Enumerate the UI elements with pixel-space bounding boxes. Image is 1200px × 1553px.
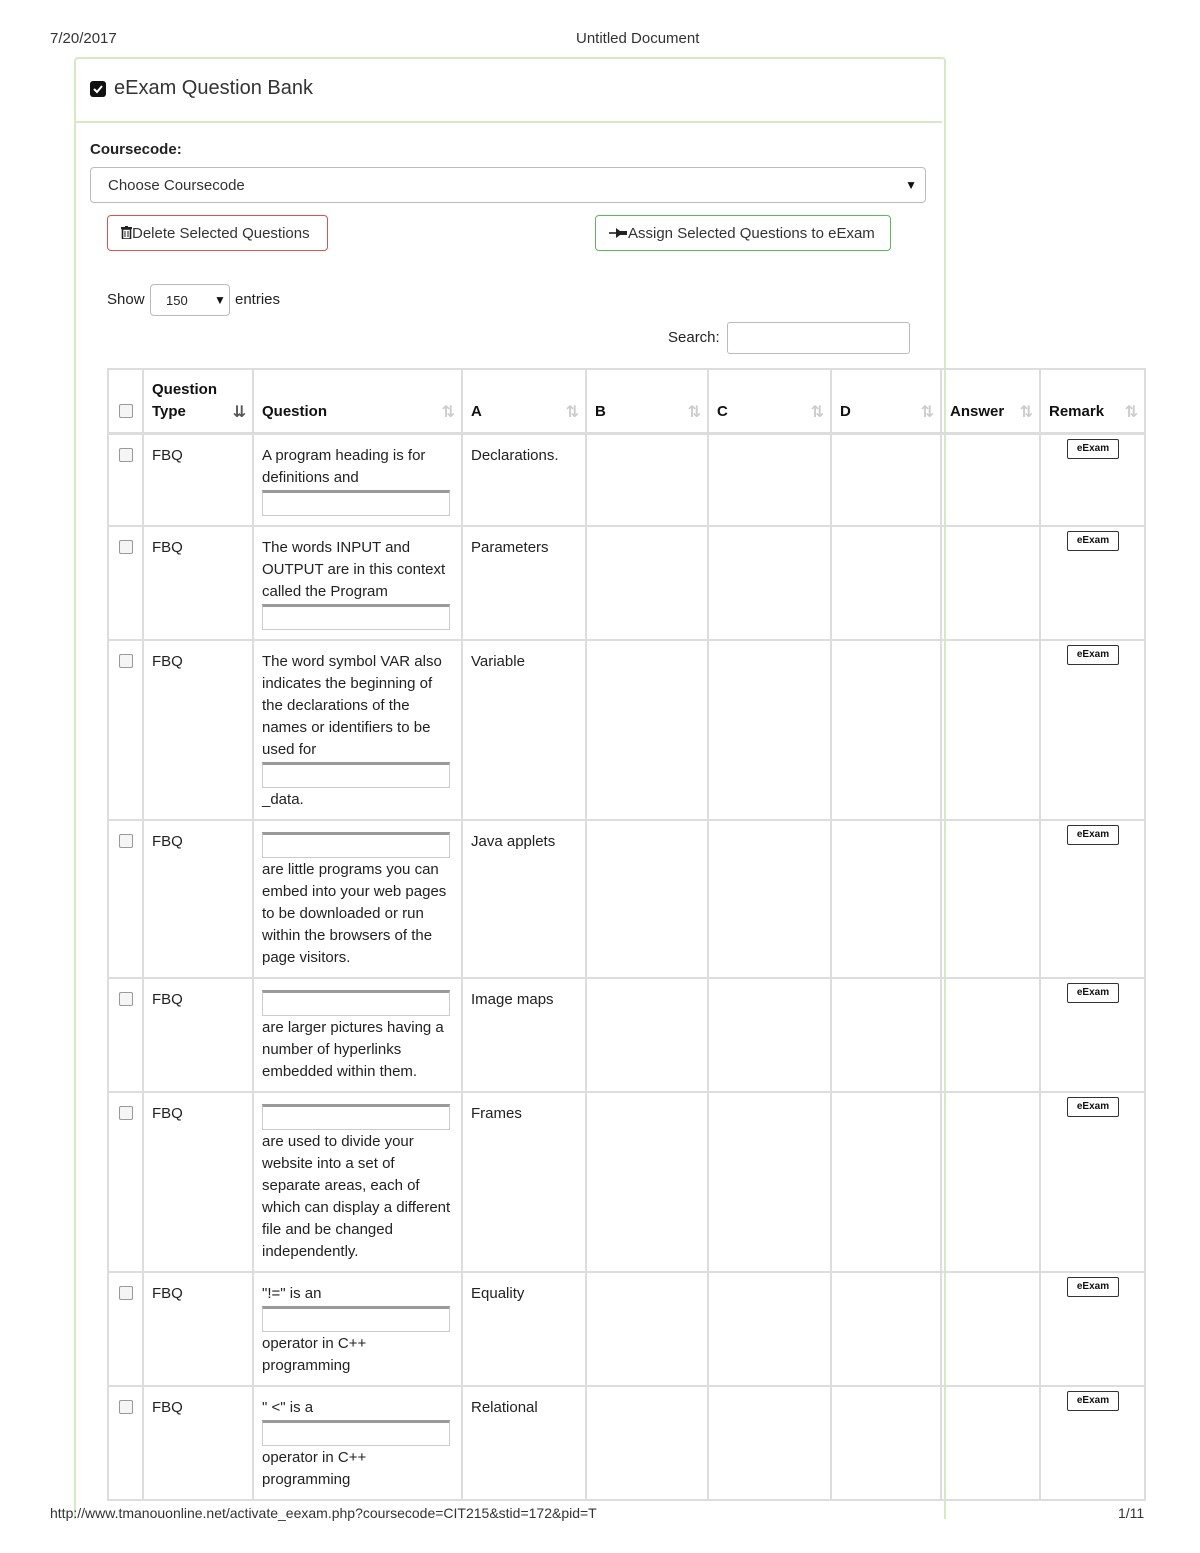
delete-selected-label: Delete Selected Questions bbox=[132, 225, 310, 242]
option-b bbox=[587, 1093, 707, 1111]
question-text-post: operator in C++ programming bbox=[262, 1334, 367, 1374]
eexam-button[interactable]: eExam bbox=[1067, 645, 1119, 665]
answer-value bbox=[942, 1273, 1039, 1291]
row-checkbox[interactable] bbox=[119, 1286, 133, 1300]
option-d bbox=[832, 979, 940, 997]
answer-value bbox=[942, 1387, 1039, 1405]
question-text-pre: " <" is a bbox=[262, 1398, 314, 1416]
question-type: FBQ bbox=[152, 1104, 183, 1122]
th-a-label: A bbox=[471, 402, 482, 420]
sort-icon: ⇅ bbox=[810, 403, 822, 421]
question-text-pre: The words INPUT and OUTPUT are in this context called the Program bbox=[262, 538, 446, 600]
show-label: Show bbox=[107, 291, 145, 308]
answer-blank bbox=[262, 1104, 450, 1130]
question-type: FBQ bbox=[152, 990, 183, 1008]
row-checkbox[interactable] bbox=[119, 448, 133, 462]
answer-blank bbox=[262, 990, 450, 1016]
row-checkbox[interactable] bbox=[119, 992, 133, 1006]
option-b bbox=[587, 435, 707, 453]
eexam-button[interactable]: eExam bbox=[1067, 439, 1119, 459]
option-a: Parameters bbox=[471, 538, 549, 556]
question-type: FBQ bbox=[152, 446, 183, 464]
answer-value bbox=[942, 641, 1039, 659]
th-d[interactable] bbox=[831, 369, 941, 433]
sort-icon: ⇅ bbox=[1019, 403, 1031, 421]
eexam-button[interactable]: eExam bbox=[1067, 1277, 1119, 1297]
question-type: FBQ bbox=[152, 538, 183, 556]
print-footer-url: http://www.tmanouonline.net/activate_eexam.php?coursecode=CIT215&stid=172&pid=T bbox=[50, 1505, 597, 1521]
th-c[interactable] bbox=[708, 369, 831, 433]
option-a: Declarations. bbox=[471, 446, 559, 464]
table-row bbox=[108, 1092, 1145, 1272]
th-remark[interactable] bbox=[1040, 369, 1145, 433]
table-row bbox=[108, 526, 1145, 640]
option-c bbox=[709, 1387, 830, 1405]
question-text-post: are used to divide your website into a set of separate areas, each of which can display a different file and be changed independently. bbox=[262, 1132, 451, 1260]
answer-blank bbox=[262, 604, 450, 630]
option-d bbox=[832, 821, 940, 839]
question-text-post: operator in C++ programming bbox=[262, 1448, 367, 1488]
eexam-button[interactable]: eExam bbox=[1067, 983, 1119, 1003]
row-select-cell bbox=[108, 1092, 143, 1272]
option-b bbox=[587, 1387, 707, 1405]
print-date: 7/20/2017 bbox=[50, 30, 117, 47]
option-d bbox=[832, 1273, 940, 1291]
option-b bbox=[587, 1273, 707, 1291]
option-c bbox=[709, 1093, 830, 1111]
row-checkbox[interactable] bbox=[119, 834, 133, 848]
option-d bbox=[832, 1387, 940, 1405]
row-checkbox[interactable] bbox=[119, 654, 133, 668]
pushpin-icon bbox=[609, 226, 629, 243]
th-question-type-line2: Type bbox=[152, 402, 186, 420]
eexam-button[interactable]: eExam bbox=[1067, 825, 1119, 845]
print-page-number: 1/11 bbox=[1118, 1505, 1145, 1521]
answer-value bbox=[942, 1093, 1039, 1111]
option-b bbox=[587, 979, 707, 997]
questions-table bbox=[107, 368, 1146, 1501]
check-square-icon bbox=[90, 81, 106, 97]
table-row bbox=[108, 1272, 1145, 1386]
caret-down-icon: ▼ bbox=[905, 178, 917, 192]
th-question[interactable] bbox=[253, 369, 462, 433]
th-c-label: C bbox=[717, 402, 728, 420]
row-select-cell bbox=[108, 526, 143, 640]
table-row bbox=[108, 433, 1145, 526]
eexam-button[interactable]: eExam bbox=[1067, 1097, 1119, 1117]
table-row bbox=[108, 640, 1145, 820]
row-select-cell bbox=[108, 1386, 143, 1500]
option-d bbox=[832, 435, 940, 453]
search-label: Search: bbox=[668, 329, 720, 346]
option-d bbox=[832, 1093, 940, 1111]
select-all-checkbox[interactable] bbox=[119, 404, 133, 418]
table-row bbox=[108, 820, 1145, 978]
row-select-cell bbox=[108, 1272, 143, 1386]
th-question-type[interactable] bbox=[143, 369, 253, 433]
option-c bbox=[709, 641, 830, 659]
option-d bbox=[832, 641, 940, 659]
th-b[interactable] bbox=[586, 369, 708, 433]
answer-blank bbox=[262, 1306, 450, 1332]
sort-icon: ⇅ bbox=[920, 403, 932, 421]
th-question-label: Question bbox=[262, 402, 328, 420]
assign-to-eexam-button[interactable] bbox=[595, 215, 891, 251]
th-b-label: B bbox=[595, 402, 606, 420]
search-input[interactable] bbox=[727, 322, 910, 354]
option-c bbox=[709, 1273, 830, 1291]
coursecode-select[interactable] bbox=[90, 167, 926, 203]
select-all-header bbox=[108, 369, 143, 433]
option-d bbox=[832, 527, 940, 545]
eexam-button[interactable]: eExam bbox=[1067, 1391, 1119, 1411]
trash-icon bbox=[121, 226, 132, 243]
option-a: Image maps bbox=[471, 990, 554, 1008]
option-b bbox=[587, 821, 707, 839]
row-select-cell bbox=[108, 640, 143, 820]
question-text-pre: The word symbol VAR also indicates the beginning of the declarations of the names or identifiers to be used for bbox=[262, 652, 442, 758]
table-row bbox=[108, 1386, 1145, 1500]
sort-asc-icon: ⇊ bbox=[232, 403, 244, 421]
sort-icon: ⇅ bbox=[565, 403, 577, 421]
question-text-pre: "!=" is an bbox=[262, 1284, 322, 1302]
answer-blank bbox=[262, 490, 450, 516]
question-type: FBQ bbox=[152, 832, 183, 850]
option-a: Java applets bbox=[471, 832, 556, 850]
option-a: Equality bbox=[471, 1284, 525, 1302]
table-row bbox=[108, 978, 1145, 1092]
question-type: FBQ bbox=[152, 1284, 183, 1302]
question-type: FBQ bbox=[152, 1398, 183, 1416]
caret-down-icon: ▼ bbox=[214, 293, 226, 307]
entries-value: 150 bbox=[166, 293, 188, 308]
answer-blank bbox=[262, 762, 450, 788]
th-d-label: D bbox=[840, 402, 851, 420]
row-checkbox[interactable] bbox=[119, 1106, 133, 1120]
option-a: Variable bbox=[471, 652, 525, 670]
row-checkbox[interactable] bbox=[119, 540, 133, 554]
print-title: Untitled Document bbox=[576, 30, 700, 47]
entries-label: entries bbox=[235, 291, 281, 308]
answer-blank bbox=[262, 1420, 450, 1446]
assign-to-eexam-label: Assign Selected Questions to eExam bbox=[628, 225, 875, 242]
answer-value bbox=[942, 435, 1039, 453]
th-remark-label: Remark bbox=[1049, 402, 1105, 420]
question-text-post: are larger pictures having a number of hyperlinks embedded within them. bbox=[262, 1018, 444, 1080]
table-header-row bbox=[108, 369, 1145, 433]
option-a: Frames bbox=[471, 1104, 522, 1122]
coursecode-label: Coursecode: bbox=[90, 141, 182, 158]
sort-icon: ⇅ bbox=[441, 403, 453, 421]
row-select-cell bbox=[108, 820, 143, 978]
delete-selected-button[interactable] bbox=[107, 215, 328, 251]
eexam-button[interactable]: eExam bbox=[1067, 531, 1119, 551]
row-select-cell bbox=[108, 433, 143, 526]
option-b bbox=[587, 527, 707, 545]
th-question-type-line1: Question bbox=[152, 380, 218, 398]
question-text-post: _data. bbox=[262, 790, 304, 808]
answer-value bbox=[942, 979, 1039, 997]
coursecode-selected-value: Choose Coursecode bbox=[108, 177, 245, 194]
question-type: FBQ bbox=[152, 652, 183, 670]
answer-value bbox=[942, 821, 1039, 839]
th-answer-label: Answer bbox=[950, 402, 1005, 420]
question-text-post: are little programs you can embed into your web pages to be downloaded or run within the browsers of the page visitors. bbox=[262, 860, 447, 966]
row-select-cell bbox=[108, 978, 143, 1092]
sort-icon: ⇅ bbox=[1124, 403, 1136, 421]
sort-icon: ⇅ bbox=[687, 403, 699, 421]
th-a[interactable] bbox=[462, 369, 586, 433]
answer-value bbox=[942, 527, 1039, 545]
panel-title: eExam Question Bank bbox=[114, 77, 313, 99]
option-c bbox=[709, 821, 830, 839]
th-answer[interactable] bbox=[941, 369, 1040, 433]
option-b bbox=[587, 641, 707, 659]
option-a: Relational bbox=[471, 1398, 538, 1416]
row-checkbox[interactable] bbox=[119, 1400, 133, 1414]
option-c bbox=[709, 979, 830, 997]
option-c bbox=[709, 527, 830, 545]
option-c bbox=[709, 435, 830, 453]
answer-blank bbox=[262, 832, 450, 858]
question-text-pre: A program heading is for definitions and bbox=[262, 446, 426, 486]
entries-select[interactable] bbox=[150, 284, 230, 316]
